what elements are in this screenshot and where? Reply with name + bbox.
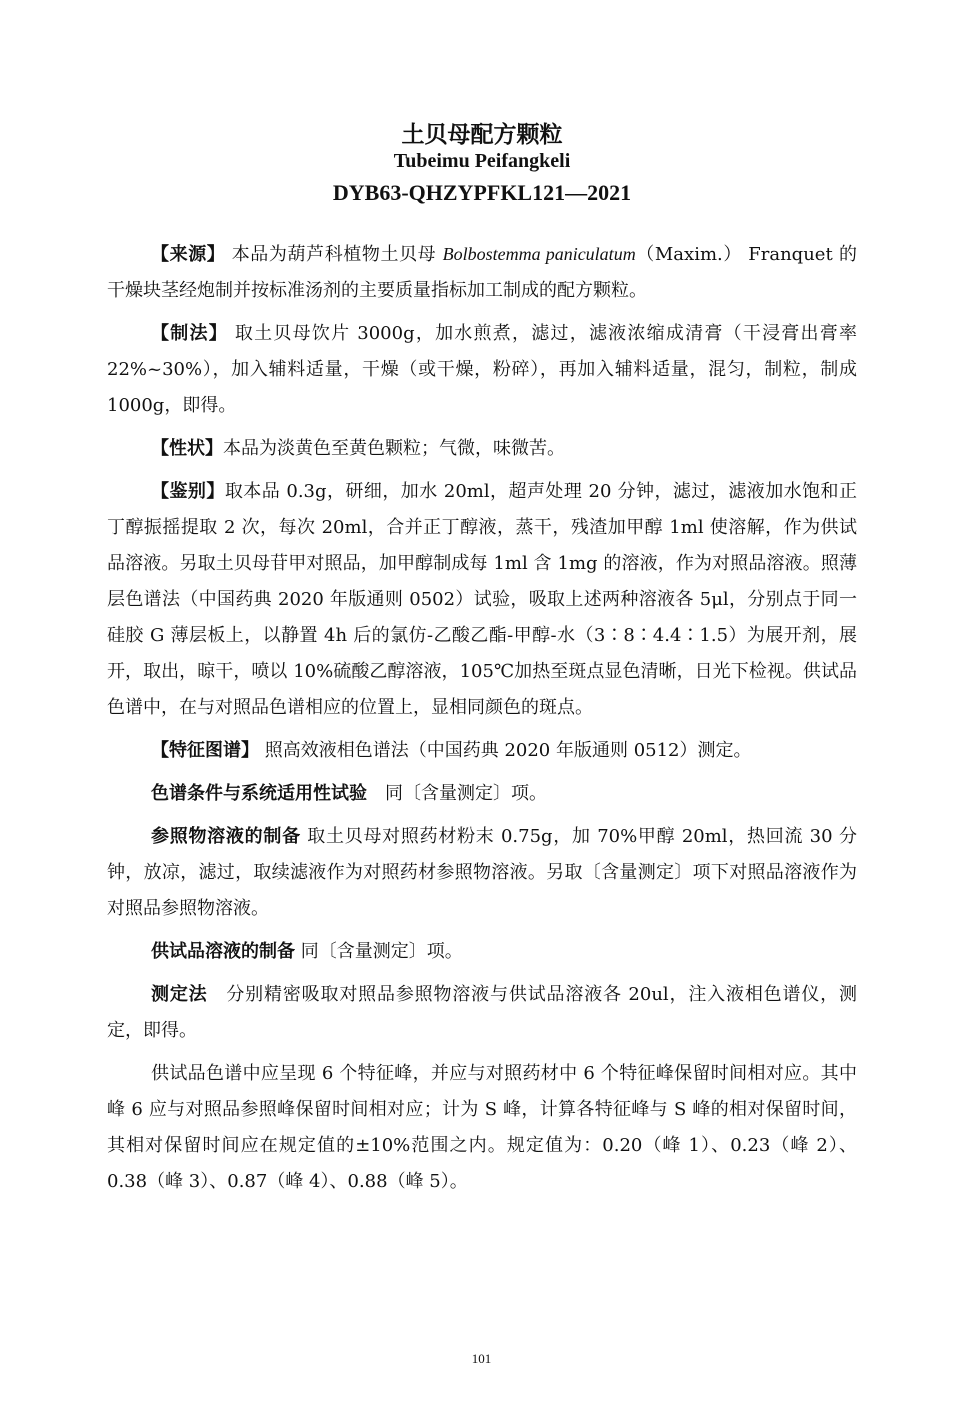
- preparation-text: 取土贝母饮片 3000g，加水煎煮，滤过，滤液浓缩成清膏（干浸膏出膏率 22%~30%），加入辅料适量，干燥（或干燥，粉碎），再加入辅料适量，混匀，制粒，制成 1000g，即得。: [107, 323, 858, 416]
- paragraph-source: [107, 236, 857, 309]
- chrom-conditions-text: 同〔含量测定〕项。: [367, 783, 547, 804]
- paragraph-reference-prep: [107, 819, 857, 927]
- paragraph-method: [107, 977, 857, 1049]
- method-text: 分别精密吸取对照品参照物溶液与供试品溶液各 20ul，注入液相色谱仪，测定，即得。: [107, 984, 858, 1041]
- section-tag-fingerprint: 【特征图谱】: [151, 740, 259, 761]
- label-reference-prep: 参照物溶液的制备: [151, 826, 301, 847]
- paragraph-character: [107, 431, 857, 467]
- document-body: [107, 236, 857, 1200]
- paragraph-preparation: [107, 316, 857, 424]
- source-text-b: （Maxim.） Franquet 的干燥块茎经炮制并按标准汤剂的主要质量指标加工制成的配方颗粒。: [107, 244, 857, 301]
- paragraph-fingerprint: [107, 733, 857, 769]
- section-tag-identification: 【鉴别】: [151, 481, 225, 502]
- paragraph-chrom-conditions: [107, 776, 857, 812]
- identification-text: 取本品 0.3g，研细，加水 20ml，超声处理 20 分钟，滤过，滤液加水饱和正丁醇振摇提取 2 次，每次 20ml，合并正丁醇液，蒸干，残渣加甲醇 1ml 使溶解，作为供试品溶液。另取土贝母苷甲对照品，加甲醇制成每 1ml 含 1mg 的溶液，作为对照品溶液。照薄层色谱法（中国药典 2020 年版通则 0502）试验，吸取上述两种溶液各 5μl，分别点于同一硅胶 G 薄层板上，以静置 4h 后的氯仿-乙酸乙酯-甲醇-水（3∶8∶4.4∶1.5）为展开剂，展开，取出，晾干，喷以 10%硫酸乙醇溶液，105℃加热至斑点显色清晰，日光下检视。供试品色谱中，在与对照品色谱相应的位置上，显相同颜色的斑点。: [107, 481, 858, 718]
- title-pinyin: Tubeimu Peifangkeli: [393, 150, 571, 172]
- source-text-a: 本品为葫芦科植物土贝母: [225, 244, 443, 265]
- section-tag-preparation: 【制法】: [151, 323, 228, 344]
- section-tag-source: 【来源】: [151, 244, 226, 265]
- standard-code: DYB63-QHZYPFKL121—2021: [332, 180, 632, 205]
- title-chinese: 土贝母配方颗粒: [401, 121, 563, 148]
- fingerprint-text: 照高效液相色谱法（中国药典 2020 年版通则 0512）测定。: [259, 740, 752, 761]
- paragraph-identification: [107, 474, 857, 726]
- label-chrom-conditions: 色谱条件与系统适用性试验: [151, 783, 367, 804]
- label-test-prep: 供试品溶液的制备: [151, 941, 295, 962]
- label-method: 测定法: [151, 984, 208, 1005]
- character-text: 本品为淡黄色至黄色颗粒；气微，味微苦。: [223, 438, 565, 459]
- requirement-text: 供试品色谱中应呈现 6 个特征峰，并应与对照药材中 6 个特征峰保留时间相对应。其中峰 6 应与对照品参照峰保留时间相对应；计为 S 峰，计算各特征峰与 S 峰的相对保留时间，其相对保留时间应在规定值的±10%范围之内。规定值为：0.20（峰 1）、0.23（峰 2）、 0.38（峰 3）、0.87（峰 4）、0.88（峰 5）。: [107, 1063, 857, 1192]
- section-tag-character: 【性状】: [151, 438, 223, 459]
- page-number: 101: [471, 1351, 492, 1366]
- paragraph-test-prep: [107, 934, 857, 970]
- reference-prep-text: 取土贝母对照药材粉末 0.75g，加 70%甲醇 20ml，热回流 30 分钟，放凉，滤过，取续滤液作为对照药材参照物溶液。另取〔含量测定〕项下对照品溶液作为对照品参照物溶液。: [107, 826, 857, 919]
- paragraph-requirement: [107, 1056, 857, 1200]
- latin-name: Bolbostemma paniculatum: [442, 244, 636, 264]
- test-prep-text: 同〔含量测定〕项。: [295, 941, 463, 962]
